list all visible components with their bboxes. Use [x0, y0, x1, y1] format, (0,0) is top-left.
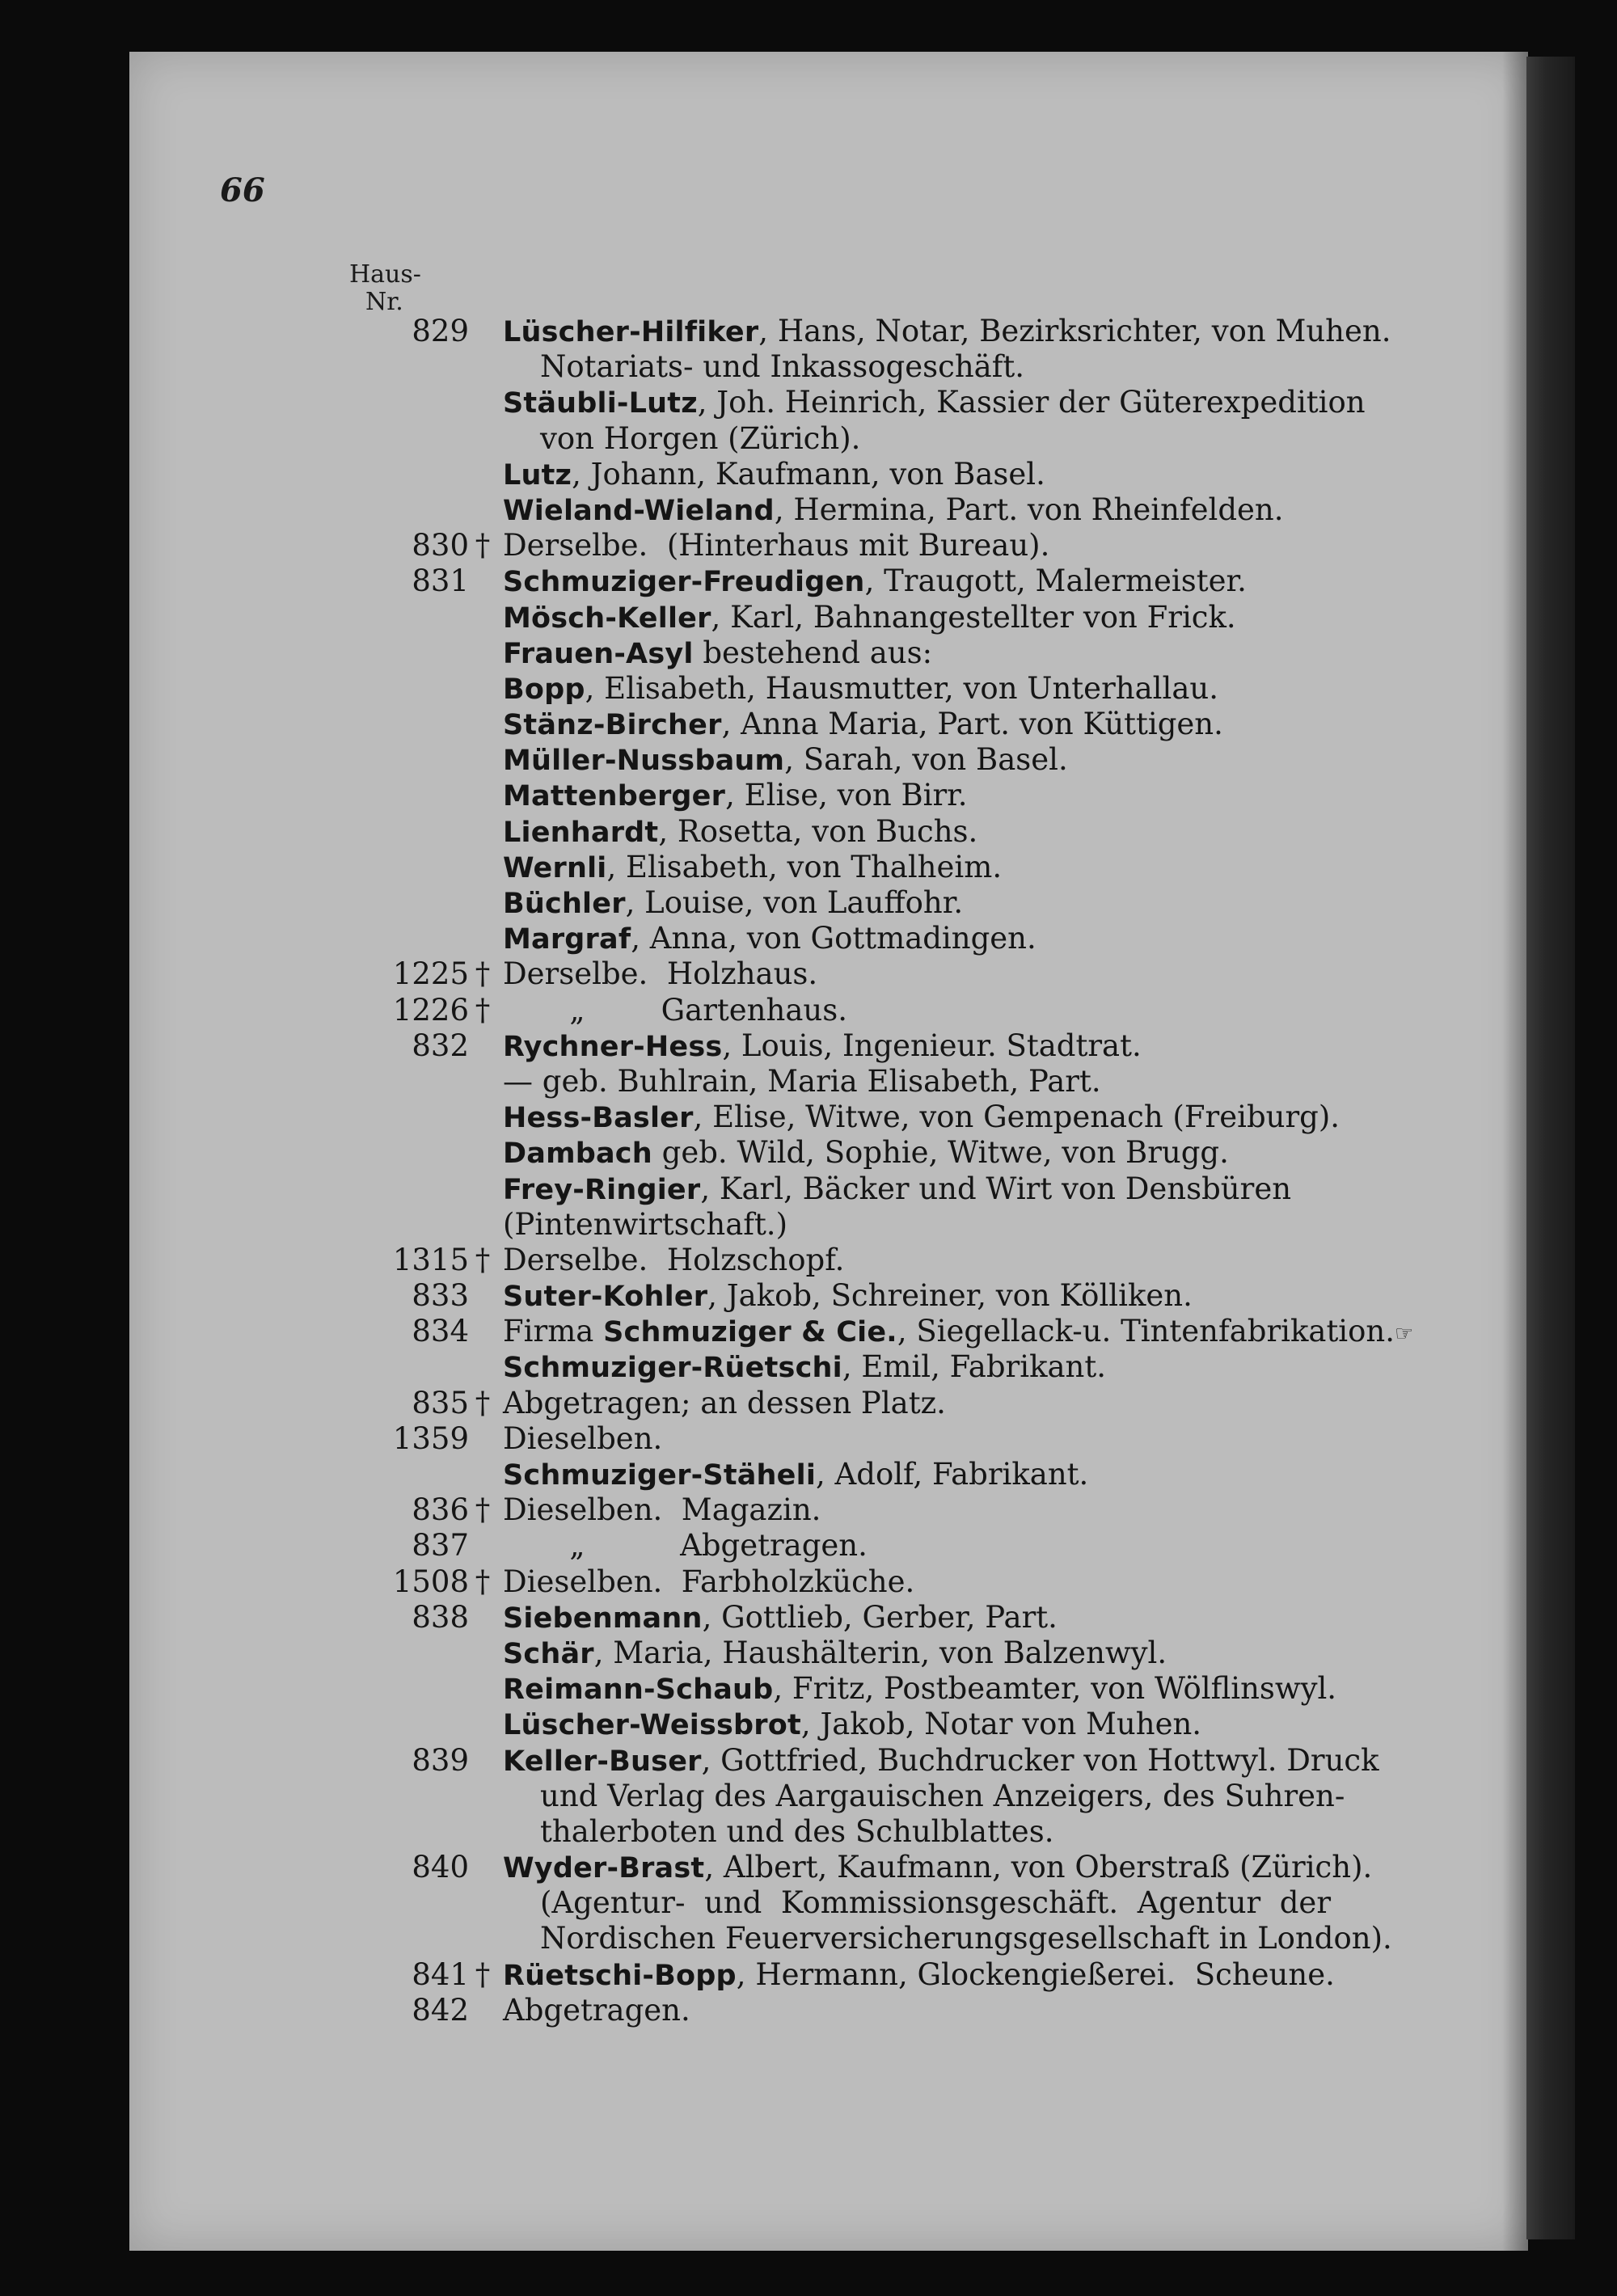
resident-name: Lüscher-Hilfiker: [503, 316, 759, 348]
directory-entry: [0, 1671, 1528, 1707]
entry-text: [503, 1386, 946, 1421]
entry-text: [503, 563, 1247, 600]
entry-text: [503, 1028, 1142, 1065]
entry-text: [503, 1207, 787, 1243]
directory-entry: [0, 1028, 1528, 1064]
resident-name: Wyder-Brast: [503, 1852, 705, 1885]
entry-text: [503, 1564, 914, 1600]
entry-text: [503, 1099, 1340, 1136]
entry-text: [503, 635, 932, 672]
directory-entry: [0, 385, 1528, 420]
entry-text: [503, 1135, 1229, 1171]
directory-entry: [0, 1349, 1528, 1385]
entry-details: geb. Wild, Sophie, Witwe, von Brugg.: [652, 1135, 1229, 1171]
house-number: 832: [412, 1028, 469, 1063]
dagger-mark: †: [475, 1956, 491, 1992]
directory-entry: [0, 1957, 1528, 1993]
directory-entry: [0, 1492, 1528, 1528]
entry-details: — geb. Buhlrain, Maria Elisabeth, Part.: [503, 1063, 1101, 1099]
entry-text: [540, 1885, 1331, 1921]
entry-text: [503, 1993, 690, 2028]
entry-details: , Jakob, Schreiner, von Kölliken.: [707, 1278, 1193, 1314]
directory-entry: [0, 421, 1528, 457]
house-number: 834: [412, 1314, 469, 1349]
resident-name: Keller-Buser: [503, 1745, 702, 1778]
entry-details: , Elise, Witwe, von Gempenach (Freiburg).: [693, 1099, 1340, 1135]
entry-details: , Elise, von Birr.: [725, 778, 968, 813]
entry-text: [503, 1528, 868, 1564]
house-number: 835: [412, 1385, 469, 1420]
directory-entry: [0, 1600, 1528, 1635]
directory-entry: [0, 1814, 1528, 1850]
directory-entry: [0, 1207, 1528, 1243]
entry-details: , Fritz, Postbeamter, von Wölflinswyl.: [773, 1671, 1337, 1707]
house-number-column-header: [349, 261, 421, 316]
house-number: 830: [412, 528, 469, 563]
entry-text: [503, 956, 817, 992]
entry-text: [503, 921, 1036, 957]
resident-name: Schmuziger-Freudigen: [503, 566, 865, 599]
entry-text: [503, 1600, 1058, 1636]
entry-details: , Gottfried, Buchdrucker von Hottwyl. Druck: [701, 1742, 1379, 1778]
directory-entry: [0, 778, 1528, 813]
entry-details: (Agentur- und Kommissionsgeschäft. Agentur der: [540, 1885, 1332, 1921]
directory-entry: [0, 1314, 1528, 1349]
entry-text: [503, 707, 1223, 743]
directory-entry: [0, 1457, 1528, 1492]
directory-entry: [0, 1921, 1528, 1956]
dagger-mark: †: [475, 956, 491, 992]
resident-name: Lienhardt: [503, 816, 659, 849]
resident-name: Mattenberger: [503, 780, 726, 813]
directory-entry: [0, 814, 1528, 850]
entry-text: [503, 1850, 1372, 1886]
dagger-mark: †: [475, 1492, 491, 1528]
directory-entry: [0, 993, 1528, 1028]
entry-text: [503, 993, 847, 1028]
house-number: 833: [412, 1278, 469, 1314]
entry-details: Abgetragen.: [503, 1992, 690, 2028]
entry-details: , Louise, von Lauffohr.: [625, 885, 964, 920]
entry-text: [503, 1064, 1101, 1099]
resident-name: Reimann-Schaub: [503, 1673, 774, 1707]
dagger-mark: †: [475, 1385, 491, 1420]
entry-details: und Verlag des Aargauischen Anzeigers, des Suhren-: [540, 1778, 1345, 1813]
directory-entry: [0, 1278, 1528, 1314]
dagger-mark: †: [475, 1242, 491, 1277]
resident-name: Bopp: [503, 673, 585, 706]
entry-text: [503, 385, 1366, 421]
entry-text: [540, 421, 860, 457]
directory-entry: [0, 1135, 1528, 1171]
house-number: 829: [412, 314, 469, 348]
entry-details: Derselbe. Holzhaus.: [503, 956, 818, 992]
directory-entry: [0, 1885, 1528, 1921]
entry-details: , Karl, Bäcker und Wirt von Densbüren: [700, 1171, 1292, 1206]
entry-text: [540, 1779, 1345, 1814]
entry-details: thalerboten und des Schulblattes.: [540, 1813, 1054, 1849]
entry-details: Derselbe. Holzschopf.: [503, 1242, 845, 1277]
entry-text: [503, 1314, 1413, 1352]
entry-text: [540, 1921, 1392, 1956]
directory-entry: [0, 1850, 1528, 1885]
resident-name: Lüscher-Weissbrot: [503, 1709, 801, 1742]
entry-text: [503, 1707, 1201, 1743]
resident-name: Büchler: [503, 888, 626, 920]
entry-details: Nordischen Feuerversicherungsgesellschaft in London).: [540, 1921, 1392, 1956]
resident-name: Lutz: [503, 458, 572, 492]
house-number: 841: [412, 1956, 469, 1992]
resident-name: Mösch-Keller: [503, 601, 711, 635]
entry-details: , Karl, Bahnangestellter von Frick.: [711, 599, 1236, 635]
entry-text: [503, 528, 1049, 563]
entry-details: , Elisabeth, von Thalheim.: [606, 849, 1003, 884]
directory-entry: [0, 1743, 1528, 1779]
resident-name: Müller-Nussbaum: [503, 745, 785, 778]
dagger-mark: †: [475, 1564, 491, 1599]
resident-name: Frey-Ringier: [503, 1173, 701, 1206]
resident-name: Rychner-Hess: [503, 1030, 723, 1063]
directory-entry: [0, 1099, 1528, 1135]
entry-details: , Emil, Fabrikant.: [842, 1349, 1107, 1385]
directory-entry: [0, 921, 1528, 956]
entry-text: [503, 1349, 1106, 1386]
directory-entry: [0, 528, 1528, 563]
resident-name: Rüetschi-Bopp: [503, 1959, 737, 1992]
entry-details: , Rosetta, von Buchs.: [658, 813, 978, 849]
resident-name: Stäubli-Lutz: [503, 387, 698, 420]
entry-details: Derselbe. (Hinterhaus mit Bureau).: [503, 528, 1050, 563]
page-edge: [1526, 57, 1575, 2239]
entry-details: , Louis, Ingenieur. Stadtrat.: [722, 1028, 1142, 1063]
pointing-hand-icon: ☞: [1395, 1321, 1414, 1346]
entry-details: , Anna Maria, Part. von Küttigen.: [721, 707, 1223, 742]
directory-entry: [0, 1564, 1528, 1600]
directory-entry: [0, 885, 1528, 921]
entry-details: Dieselben.: [503, 1420, 663, 1456]
directory-entry: [0, 707, 1528, 742]
entry-text: [503, 1743, 1379, 1779]
entry-text: [503, 1243, 844, 1278]
column-header-line: Nr.: [365, 288, 403, 316]
house-number: 831: [412, 563, 469, 599]
entry-text: [503, 671, 1218, 707]
house-number: 1225: [392, 956, 469, 992]
entries-list: [0, 314, 1528, 2028]
entry-text: [503, 1421, 662, 1457]
entry-details: Dieselben. Magazin.: [503, 1492, 821, 1528]
firm-name: Schmuziger & Cie.: [603, 1316, 897, 1349]
entry-details: , Hermann, Glockengießerei. Scheune.: [736, 1956, 1335, 1992]
house-number: 842: [412, 1992, 469, 2028]
directory-entry: [0, 457, 1528, 492]
entry-details: , Maria, Haushälterin, von Balzenwyl.: [593, 1635, 1167, 1670]
house-number: 1359: [392, 1420, 469, 1456]
resident-name: Schär: [503, 1637, 594, 1670]
entry-text: [503, 1171, 1291, 1208]
house-number: 1315: [392, 1242, 469, 1277]
resident-name: Siebenmann: [503, 1602, 703, 1635]
entry-text: [503, 457, 1045, 493]
entry-details: , Jakob, Notar von Muhen.: [800, 1707, 1202, 1742]
entry-details: , Hans, Notar, Bezirksrichter, von Muhen.: [758, 314, 1391, 348]
entry-text: [503, 492, 1284, 529]
entry-details: , Albert, Kaufmann, von Oberstraß (Zürich).: [704, 1850, 1373, 1885]
entry-text: [503, 742, 1068, 779]
entry-details: , Elisabeth, Hausmutter, von Unterhallau.: [585, 670, 1218, 706]
entry-text: [503, 314, 1391, 350]
directory-entry: [0, 1421, 1528, 1457]
entry-details: , Anna, von Gottmadingen.: [631, 921, 1036, 956]
entry-text: [503, 1671, 1336, 1707]
house-number: 840: [412, 1850, 469, 1885]
entry-details: Dieselben. Farbholzküche.: [503, 1564, 915, 1599]
entry-details: , Traugott, Malermeister.: [864, 563, 1247, 599]
entry-text: [503, 850, 1002, 886]
house-number: 1226: [392, 992, 469, 1028]
entry-text: [503, 814, 977, 850]
entry-details: , Joh. Heinrich, Kassier der Güterexpedition: [697, 385, 1366, 420]
directory-entry: [0, 1386, 1528, 1421]
entry-details: , Gottlieb, Gerber, Part.: [702, 1599, 1058, 1635]
resident-name: Dambach: [503, 1137, 652, 1171]
entry-details: (Pintenwirtschaft.): [503, 1206, 788, 1242]
entry-text: [503, 885, 963, 922]
resident-name: Wernli: [503, 851, 607, 884]
directory-entry: [0, 671, 1528, 707]
entry-details: bestehend aus:: [693, 635, 933, 670]
entry-text: [503, 1492, 821, 1528]
entry-text: [503, 1457, 1088, 1493]
entry-text: [503, 1278, 1193, 1315]
resident-name: Wieland-Wieland: [503, 494, 775, 527]
entry-details: , Johann, Kaufmann, von Basel.: [572, 456, 1045, 492]
entry-text: [503, 778, 968, 814]
column-header-line: Haus-: [349, 260, 421, 289]
directory-entry: [0, 1528, 1528, 1564]
page-number: 66: [220, 171, 265, 209]
dagger-mark: †: [475, 528, 491, 563]
dagger-mark: †: [475, 992, 491, 1028]
entry-text: [503, 1635, 1167, 1672]
directory-entry: [0, 1993, 1528, 2028]
directory-entry: [0, 1171, 1528, 1207]
entry-prefix: Firma: [503, 1314, 604, 1349]
entry-text: [503, 600, 1236, 636]
house-number: 836: [412, 1492, 469, 1528]
resident-name: Schmuziger-Stäheli: [503, 1459, 817, 1492]
entry-text: [540, 1814, 1053, 1850]
directory-entry: [0, 635, 1528, 671]
resident-name: Schmuziger-Rüetschi: [503, 1352, 842, 1385]
directory-entry: [0, 600, 1528, 635]
directory-entry: [0, 349, 1528, 385]
resident-name: Margraf: [503, 923, 631, 956]
resident-name: Hess-Basler: [503, 1102, 694, 1135]
directory-entry: [0, 492, 1528, 528]
house-number: 839: [412, 1742, 469, 1778]
entry-details: , Adolf, Fabrikant.: [816, 1457, 1089, 1492]
directory-entry: [0, 314, 1528, 349]
directory-entry: [0, 850, 1528, 885]
directory-entry: [0, 1779, 1528, 1814]
entry-text: [540, 349, 1024, 385]
house-number: 1508: [392, 1564, 469, 1599]
directory-entry: [0, 1064, 1528, 1099]
entry-text: [503, 1957, 1335, 1994]
entry-details: „ Gartenhaus.: [503, 992, 847, 1028]
resident-name: Stänz-Bircher: [503, 709, 722, 742]
entry-details: von Horgen (Zürich).: [540, 420, 861, 456]
house-number: 837: [412, 1528, 469, 1564]
entry-details: , Sarah, von Basel.: [784, 742, 1068, 778]
directory-entry: [0, 1707, 1528, 1742]
directory-entry: [0, 563, 1528, 599]
resident-name: Frauen-Asyl: [503, 637, 694, 670]
entry-details: „ Abgetragen.: [503, 1528, 868, 1564]
resident-name: Suter-Kohler: [503, 1281, 708, 1314]
house-number: 838: [412, 1599, 469, 1635]
entry-details: Notariats- und Inkassogeschäft.: [540, 349, 1025, 385]
directory-entry: [0, 1243, 1528, 1278]
entry-details: Abgetragen; an dessen Platz.: [503, 1385, 946, 1420]
directory-entry: [0, 956, 1528, 992]
directory-entry: [0, 1635, 1528, 1671]
directory-entry: [0, 742, 1528, 778]
entry-details: , Siegellack-u. Tintenfabrikation.: [897, 1314, 1395, 1349]
entry-details: , Hermina, Part. von Rheinfelden.: [774, 492, 1284, 527]
